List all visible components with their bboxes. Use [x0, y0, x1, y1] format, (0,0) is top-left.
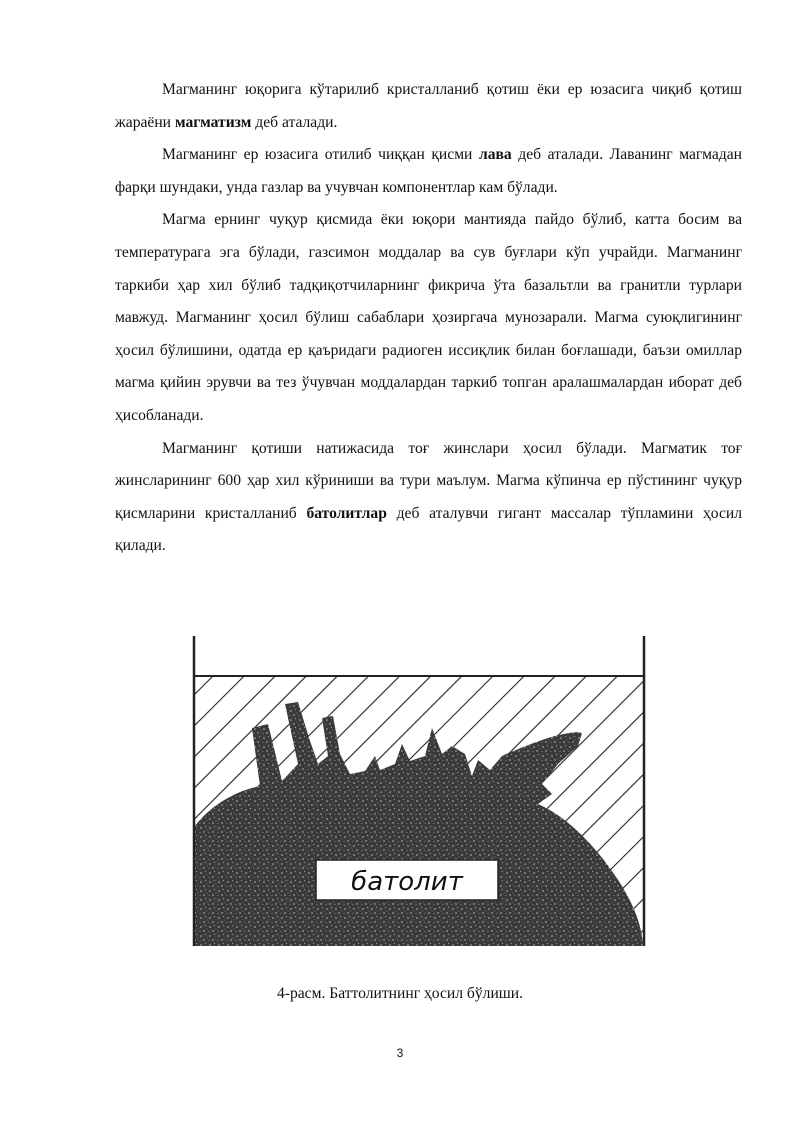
body-text: [115, 74, 742, 563]
paragraph-batholiths: [115, 433, 742, 563]
paragraph-text: деб аталади.: [251, 113, 338, 131]
paragraph-text: Магманинг ер юзасига отилиб чиққан қисми: [162, 146, 479, 164]
paragraph-magmatism: [115, 74, 742, 139]
paragraph-magma-origin: [115, 204, 742, 432]
batholith-figure: [190, 636, 650, 948]
paragraph-text: деб аталувчи гигант массалар тўпламини ҳосил қилади.: [115, 504, 742, 555]
term-magmatism: магматизм: [174, 113, 252, 131]
term-lava: лава: [478, 146, 512, 164]
paragraph-text: Магманинг юқорига кўтарилиб кристалланиб қотиш ёки ер юзасига чиқиб қотиш жараёни: [115, 81, 742, 131]
paragraph-text: Магманинг қотиши натижасида тоғ жинслари ҳосил бўлади. Магматик тоғ жинсларининг 600 ҳар хил кўриниши ва тури маълум. Магма кўпинча ер пўстининг чуқур қисмларини кристалланиб: [115, 439, 742, 522]
paragraph-lava: [115, 139, 742, 204]
paragraph-text: Магма ернинг чуқур қисмида ёки юқори мантияда пайдо бўлиб, катта босим ва температурага эга бўлади, газсимон моддалар ва сув буғлари кўп учрайди. Магманинг таркиби ҳар хил бўлиб тадқиқотчиларнинг фикрича ўта базальтли ва гранитли турлари мавжуд. Магманинг ҳосил бўлиш сабаблари ҳозиргача мунозарали. Магма суюқлигининг ҳосил бўлишини, одатда ер қаъридаги радиоген иссиқлик билан боғлашади, баъзи омиллар магма қийин эрувчи ва тез ўчувчан моддалардан таркиб топган аралашмалардан иборат деб ҳисобланади.: [115, 211, 742, 424]
figure-caption: 4-расм. Баттолитнинг ҳосил бўлиши.: [276, 985, 524, 1002]
batholith-label: батолит: [351, 867, 463, 897]
paragraph-text: деб аталади. Лаванинг магмадан фарқи шундаки, унда газлар ва учувчан компонентлар кам бўлади.: [115, 146, 742, 196]
page-number: 3: [396, 1046, 404, 1060]
term-batholiths: батолитлар: [306, 504, 387, 522]
